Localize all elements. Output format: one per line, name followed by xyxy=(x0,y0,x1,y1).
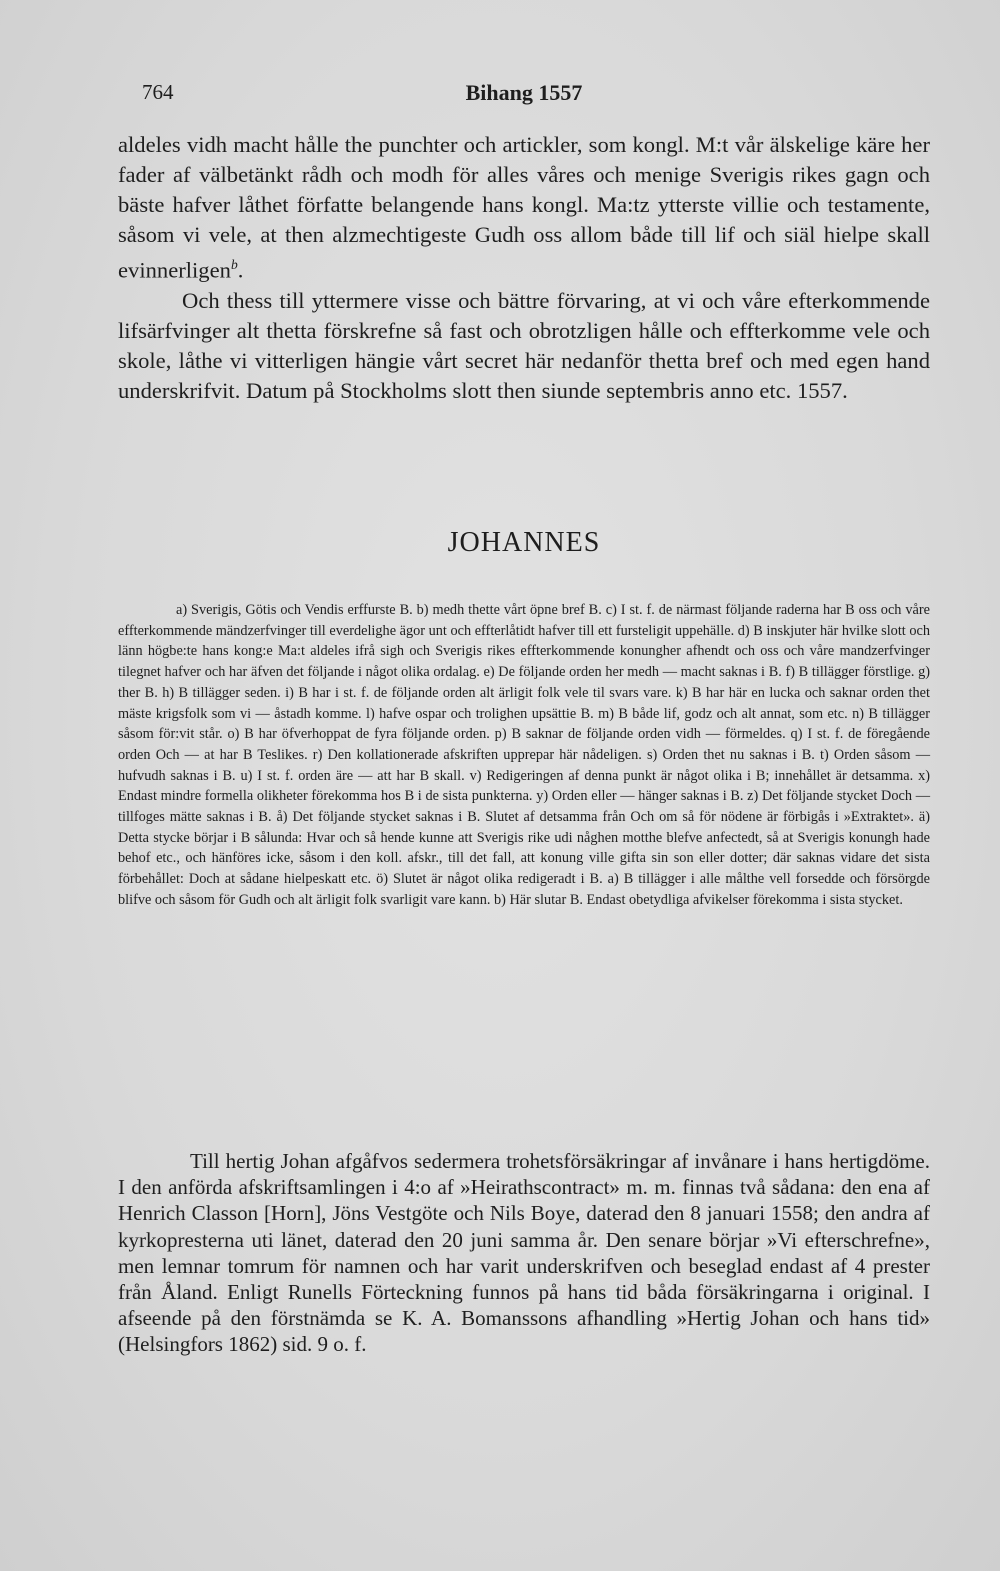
appendix xyxy=(118,1148,930,1358)
signature: JOHANNES xyxy=(447,527,601,558)
running-title: Bihang 1557 xyxy=(465,80,583,105)
main-paragraph-2: Och thess till yttermere visse och bättre förvaring, at vi och våre efterkommende lifsärfvinger alt thetta förskrefne så fast och obrotzligen hålle och effterkomme vele och skole, låthe vi vitterligen hängie vårt secret här nedanför thetta bref och med egen hand underskrifvit. Datum på Stockholms slott then siunde septembris anno etc. 1557. xyxy=(118,287,930,403)
appendix-paragraph: Till hertig Johan afgåfvos sedermera trohetsförsäkringar af invånare i hans hertigdöme. I den anförda afskriftsamlingen i 4:o af »Heirathscontract» m. m. finnas två sådana: den ena af Henrich Classon [Horn], Jöns Vestgöte och Nils Boye, daterad den 8 januari 1558; den andra af kyrkopresterna uti länet, daterad den 20 juni samma år. Den senare börjar »Vi efterschrefne», men lemnar tomrum för namnen och har varit underskrifven och beseglad endast af 4 prester från Åland. Enligt Runells Förteckning funnos på hans tid båda försäkringarna i original. I afseende på den förstnämda se K. A. Bomanssons afhandling »Hertig Johan och hans tid» (Helsingfors 1862) sid. 9 o. f. xyxy=(118,1149,930,1357)
page-header xyxy=(118,80,930,114)
main-paragraph-1-end: . xyxy=(237,257,244,283)
footnote-marker: b xyxy=(230,257,238,272)
main-paragraph-1 xyxy=(118,130,930,286)
footnotes-text: a) Sverigis, Götis och Vendis erffurste B. b) medh thette vårt öpne bref B. c) I st. f. de närmast följande raderna har B oss och våre effterkommende mändzerfvinger till everdelighe ägor unt och effterlåtidt hafver till ett fursteligit uppehälle. d) B inskjuter här hvilke slott och länn högbe:te hans kong:e Ma:t aldeles ifrå sigh och Sverigis rikes effterkommende konungher afhendt och oss och våre mandzerfvinger tilegnet hafver och har äfven det följande i något olika ordalag. e) De följande orden her medh — macht saknas i B. f) B tillägger förstlige. g) ther B. h) B tillägger seden. i) B har i st. f. de följande orden alt ärligit folk vele til svars vare. k) B har här en lucka och saknar orden thet mäste krigsfolk som vi — åstadh komme. l) hafve ospar och trolighen upsättie B. m) B både lif, godz och alt annat, som etc. n) B tillägger såsom för:vit står. o) B har öfverhoppat de fyra följande orden. p) B saknar de följande orden vidh — förmeldes. q) I st. f. de föregående orden Och — at har B Teslikes. r) Den kollationerade afskriften upprepar här nådeligen. s) Orden thet nu saknas i B. t) Orden såsom — hufvudh saknas i B. u) I st. f. orden äre — att har B skall. v) Redigeringen af denna punkt är något olika i B; innehållet är detsamma. x) Endast mindre formella olikheter förekomma hos B i de sista punkterna. y) Orden eller — hänger saknas i B. z) Det följande stycket Doch — tillfoges mätte saknas i B. å) Det följande stycket saknas i B. Slutet af detsamma från Och om så för nödene är förbigås i »Extraktet». ä) Detta stycke börjar i B sålunda: Hvar och så hende kunne att Sverigis rike udi någhen motthe blefve anfectedt, så at Sverigis konungh hade behof etc., och hänföres icke, såsom i den koll. afskr., till det fall, att konung ville gifta sin son eller dotter; där saknas vidare det sista förbehållet: Doch at sådane hielpeskatt etc. ö) Slutet är något olika redigeradt i B. a) B tillägger i alle målthe vell forsedde och försörgde blifve och såsom för Gudh och alt ärligit folk svarligit vare kann. b) Här slutar B. Endast obetydliga afvikelser förekomma i sista stycket. xyxy=(118,602,930,908)
footnotes xyxy=(118,600,930,911)
main-paragraph-1-text: aldeles vidh macht hålle the punchter och artickler, som kongl. M:t vår älskelige käre her fader af välbetänkt rådh och modh för alles våres och menige Sverigis rikes gagn och bäste hafver låthet författe belangende hans kongl. Ma:tz ytterste villie och testamente, såsom vi vele, at then alzmechtigeste Gudh oss allom både till lif och siäl hielpe skall evinnerligen xyxy=(118,132,930,283)
page-number: 764 xyxy=(142,80,174,104)
main-text xyxy=(118,130,930,406)
